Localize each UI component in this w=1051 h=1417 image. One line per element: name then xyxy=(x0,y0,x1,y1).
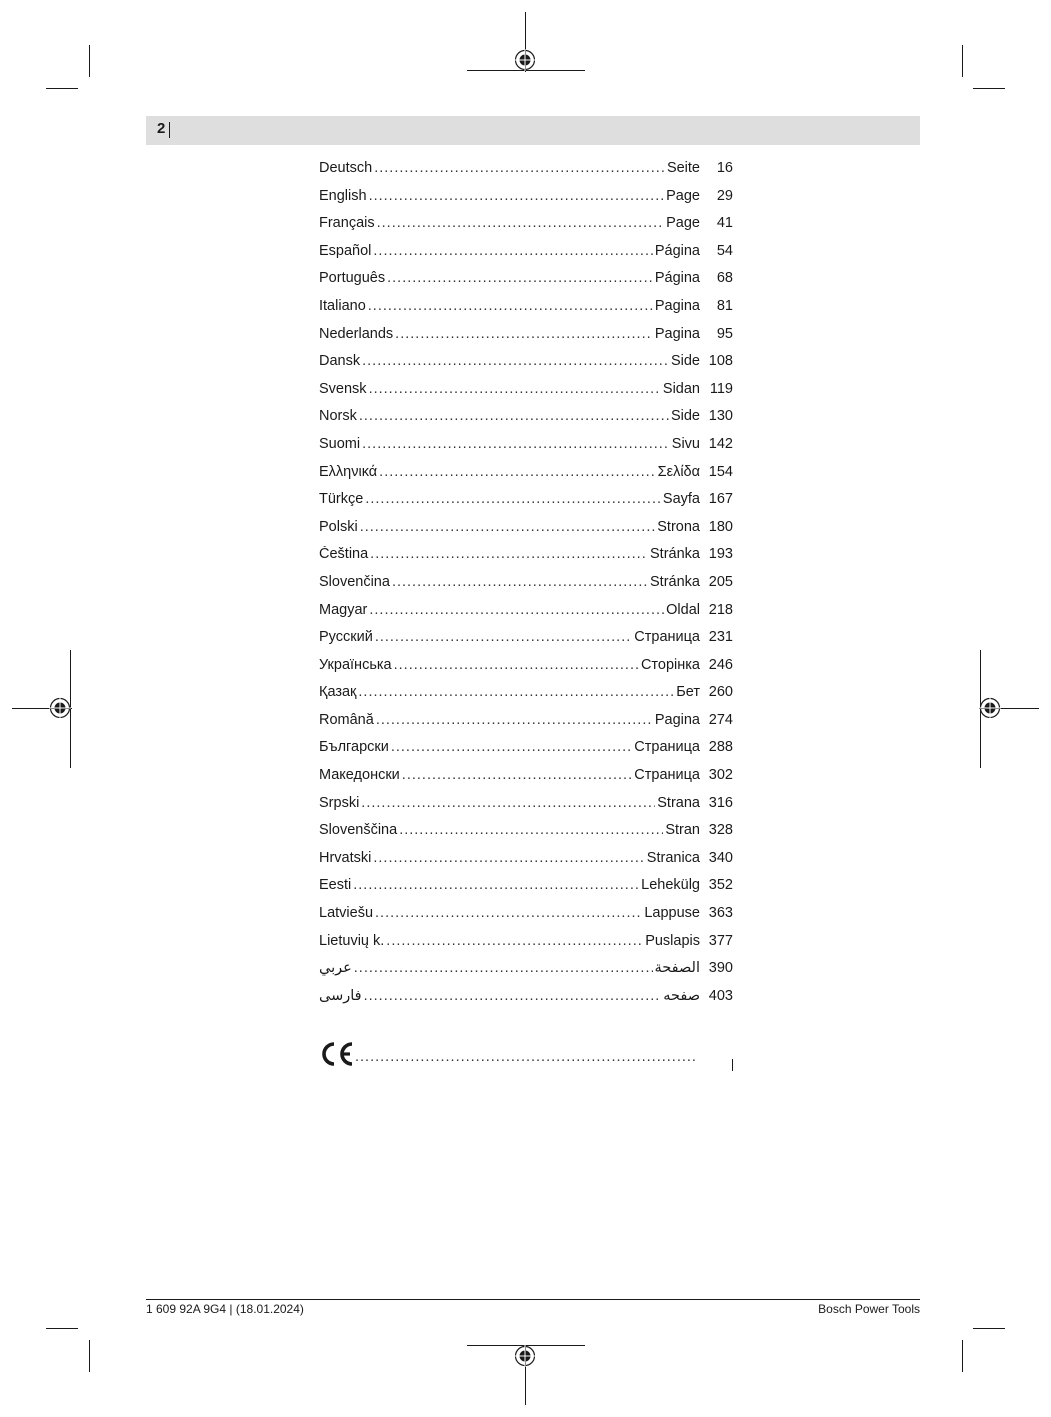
toc-language: Latviešu xyxy=(319,905,374,922)
toc-leader-dots xyxy=(402,767,632,783)
toc-page-number: 81 xyxy=(716,297,733,314)
toc-row xyxy=(319,657,733,685)
toc-row xyxy=(319,436,733,464)
toc-page-number: 260 xyxy=(708,684,733,701)
toc-row xyxy=(319,160,733,188)
toc-row xyxy=(319,602,733,630)
toc-page-number: 231 xyxy=(708,629,733,646)
table-of-contents xyxy=(319,160,733,1015)
toc-page-label: صفحه xyxy=(663,987,700,1004)
toc-page-number: 328 xyxy=(708,822,733,839)
toc-leader-dots xyxy=(391,739,632,755)
toc-page-number: 363 xyxy=(708,905,733,922)
toc-leader-dots xyxy=(379,464,655,480)
toc-language: Русский xyxy=(319,629,373,646)
toc-language: عربي xyxy=(319,960,352,977)
toc-page-label: Página xyxy=(654,242,700,259)
toc-row xyxy=(319,877,733,905)
toc-page-number: 167 xyxy=(708,491,733,508)
toc-leader-dots xyxy=(375,905,642,921)
toc-page-label: Stránka xyxy=(650,573,700,590)
toc-row xyxy=(319,519,733,547)
toc-row xyxy=(319,298,733,326)
toc-language: Dansk xyxy=(319,353,361,370)
toc-page-label: Strana xyxy=(657,794,700,811)
toc-leader-dots xyxy=(373,243,652,259)
toc-page-number: 390 xyxy=(708,960,733,977)
toc-leader-dots xyxy=(362,353,669,369)
toc-leader-dots xyxy=(369,188,665,204)
toc-page-number: 302 xyxy=(708,767,733,784)
toc-page-number: 180 xyxy=(708,518,733,535)
toc-language: Italiano xyxy=(319,297,366,314)
toc-row xyxy=(319,546,733,574)
toc-language: Deutsch xyxy=(319,160,373,176)
toc-language: Қазақ xyxy=(319,684,357,701)
toc-page-label: Бет xyxy=(676,684,700,701)
toc-language: فارسی xyxy=(319,987,362,1004)
toc-page-number: 142 xyxy=(708,435,733,452)
toc-row xyxy=(319,905,733,933)
ce-page-marker xyxy=(732,1059,733,1071)
ce-entry xyxy=(319,1041,733,1071)
toc-page-label: Stran xyxy=(665,822,700,839)
page-number-divider xyxy=(169,122,170,138)
toc-row xyxy=(319,684,733,712)
toc-language: Suomi xyxy=(319,435,361,452)
toc-page-label: Side xyxy=(670,353,700,370)
toc-leader-dots xyxy=(358,684,674,700)
toc-language: Українська xyxy=(319,656,392,673)
toc-leader-dots xyxy=(399,822,663,838)
toc-row xyxy=(319,491,733,519)
toc-row xyxy=(319,270,733,298)
toc-page-number: 16 xyxy=(716,160,733,176)
toc-row xyxy=(319,188,733,216)
toc-page-number: 274 xyxy=(708,711,733,728)
toc-row xyxy=(319,629,733,657)
registration-mark-icon xyxy=(49,697,71,719)
toc-language: Čeština xyxy=(319,546,369,563)
toc-leader-dots xyxy=(373,850,644,866)
footer-document-id: 1 609 92A 9G4 | (18.01.2024) xyxy=(146,1302,304,1316)
toc-leader-dots xyxy=(392,574,648,590)
toc-page-number: 108 xyxy=(708,353,733,370)
toc-page-label: Lehekülg xyxy=(641,877,700,894)
toc-page-number: 218 xyxy=(708,601,733,618)
toc-page-label: Sayfa xyxy=(662,491,700,508)
toc-language: Polski xyxy=(319,518,358,535)
toc-language: Македонски xyxy=(319,767,400,784)
toc-page-label: Strona xyxy=(657,518,700,535)
toc-leader-dots xyxy=(377,215,665,231)
toc-page-label: Сторінка xyxy=(640,656,700,673)
toc-language: Български xyxy=(319,739,389,756)
toc-leader-dots xyxy=(369,602,664,618)
toc-leader-dots xyxy=(386,933,643,949)
toc-page-number: 193 xyxy=(708,546,733,563)
registration-mark-icon xyxy=(514,1345,536,1367)
toc-page-label: Pagina xyxy=(654,325,700,342)
toc-page-label: الصفحة xyxy=(654,960,700,977)
toc-row xyxy=(319,381,733,409)
toc-page-label: Pagina xyxy=(654,297,700,314)
toc-language: Magyar xyxy=(319,601,368,618)
toc-row xyxy=(319,353,733,381)
toc-page-label: Puslapis xyxy=(645,932,700,949)
toc-page-number: 54 xyxy=(716,242,733,259)
toc-page-label: Lappuse xyxy=(644,905,700,922)
toc-leader-dots xyxy=(360,519,656,535)
toc-page-label: Página xyxy=(654,270,700,287)
toc-leader-dots xyxy=(368,298,653,314)
toc-leader-dots xyxy=(375,629,632,645)
toc-page-label: Pagina xyxy=(654,711,700,728)
toc-page-number: 377 xyxy=(708,932,733,949)
toc-language: Svensk xyxy=(319,380,367,397)
toc-leader-dots xyxy=(370,546,648,562)
toc-page-number: 119 xyxy=(709,380,733,397)
toc-language: Slovenčina xyxy=(319,573,390,590)
toc-page-label: Seite xyxy=(666,160,700,176)
toc-row xyxy=(319,464,733,492)
toc-page-number: 246 xyxy=(708,656,733,673)
ce-mark-icon xyxy=(319,1041,355,1067)
toc-page-number: 403 xyxy=(708,987,733,1004)
toc-row xyxy=(319,822,733,850)
toc-page-label: Page xyxy=(666,187,700,204)
toc-page-label: Stranica xyxy=(646,849,700,866)
toc-language: Français xyxy=(319,215,375,232)
toc-language: Română xyxy=(319,711,374,728)
toc-page-number: 154 xyxy=(708,463,733,480)
toc-page-number: 288 xyxy=(708,739,733,756)
toc-row xyxy=(319,795,733,823)
toc-page-label: Side xyxy=(670,408,700,425)
toc-row xyxy=(319,988,733,1016)
toc-leader-dots xyxy=(365,491,661,507)
toc-page-label: Oldal xyxy=(666,601,700,618)
toc-row xyxy=(319,408,733,436)
toc-language: Srpski xyxy=(319,794,360,811)
toc-row xyxy=(319,243,733,271)
toc-row xyxy=(319,712,733,740)
toc-page-label: Sidan xyxy=(662,380,700,397)
toc-row xyxy=(319,767,733,795)
toc-page-number: 68 xyxy=(716,270,733,287)
toc-leader-dots xyxy=(359,408,669,424)
toc-row xyxy=(319,574,733,602)
page-header-bar xyxy=(146,116,920,145)
toc-page-number: 352 xyxy=(708,877,733,894)
toc-leader-dots xyxy=(395,326,653,342)
toc-leader-dots xyxy=(387,270,653,286)
toc-page-label: Stránka xyxy=(650,546,700,563)
toc-language: Ελληνικά xyxy=(319,463,378,480)
toc-page-label: Σελίδα xyxy=(657,463,700,480)
toc-leader-dots xyxy=(369,381,661,397)
toc-language: Norsk xyxy=(319,408,357,425)
toc-language: Lietuvių k. xyxy=(319,932,385,949)
toc-row xyxy=(319,933,733,961)
toc-row xyxy=(319,739,733,767)
toc-language: Eesti xyxy=(319,877,352,894)
toc-language: Slovenščina xyxy=(319,822,398,839)
footer-rule xyxy=(146,1299,920,1300)
toc-page-number: 316 xyxy=(708,794,733,811)
toc-page-number: 95 xyxy=(716,325,733,342)
toc-page-label: Page xyxy=(666,215,700,232)
toc-row xyxy=(319,326,733,354)
toc-leader-dots xyxy=(353,877,639,893)
toc-language: Nederlands xyxy=(319,325,394,342)
toc-language: Español xyxy=(319,242,372,259)
registration-mark-icon xyxy=(514,49,536,71)
toc-language: Português xyxy=(319,270,386,287)
toc-row xyxy=(319,850,733,878)
page-number: 2 xyxy=(157,120,166,137)
toc-row xyxy=(319,215,733,243)
toc-page-number: 205 xyxy=(708,573,733,590)
toc-language: English xyxy=(319,187,367,204)
toc-language: Hrvatski xyxy=(319,849,372,866)
toc-page-number: 29 xyxy=(716,187,733,204)
toc-leader-dots xyxy=(361,795,655,811)
toc-language: Türkçe xyxy=(319,491,364,508)
toc-page-number: 130 xyxy=(708,408,733,425)
toc-page-label: Страница xyxy=(634,767,700,784)
toc-page-label: Страница xyxy=(634,739,700,756)
toc-leader-dots xyxy=(354,960,653,976)
toc-leader-dots xyxy=(364,988,662,1004)
registration-mark-icon xyxy=(979,697,1001,719)
toc-leader-dots xyxy=(394,657,639,673)
toc-page-number: 340 xyxy=(708,849,733,866)
toc-row xyxy=(319,960,733,988)
toc-page-label: Страница xyxy=(634,629,700,646)
toc-leader-dots xyxy=(376,712,653,728)
toc-leader-dots xyxy=(374,160,665,176)
toc-page-number: 41 xyxy=(716,215,733,232)
toc-leader-dots xyxy=(362,436,670,452)
ce-leader-dots xyxy=(355,1049,695,1065)
footer-brand: Bosch Power Tools xyxy=(818,1302,920,1316)
toc-page-label: Sivu xyxy=(671,435,700,452)
